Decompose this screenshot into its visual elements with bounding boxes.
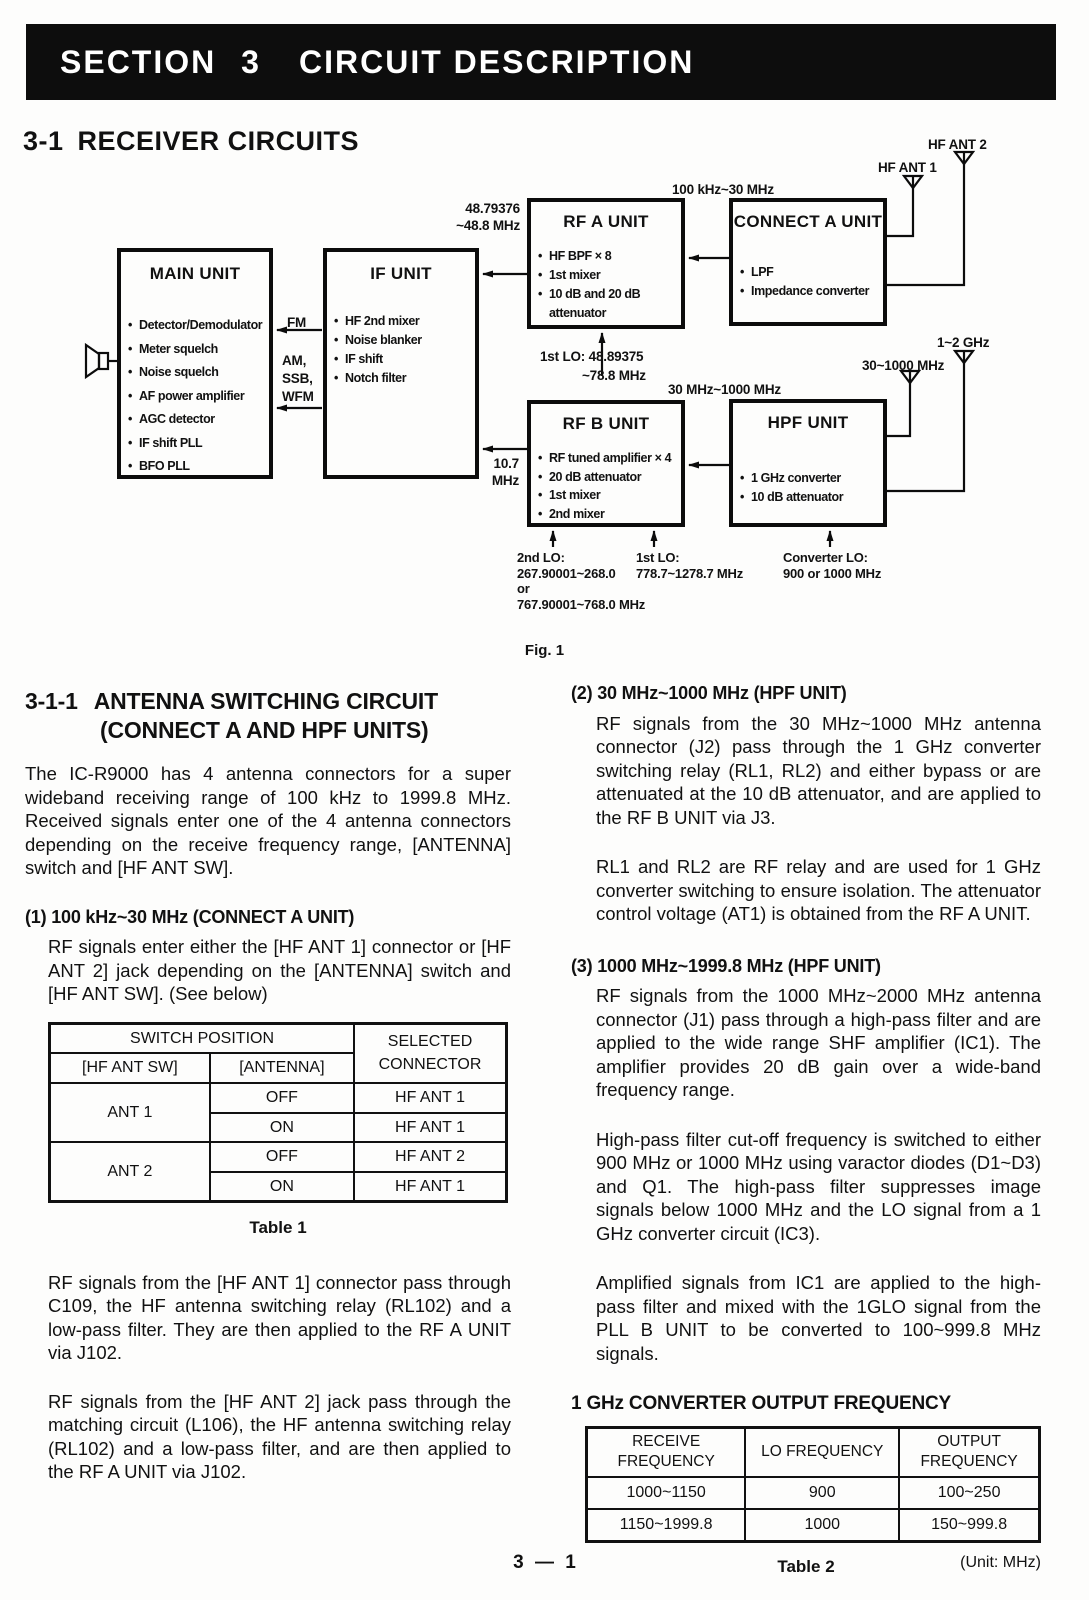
unit-hpf-item: • 10 dB attenuator — [740, 488, 881, 507]
table2-header-receive: RECEIVE FREQUENCY — [587, 1427, 746, 1477]
label-1st-lo: 1st LO: 778.7~1278.7 MHz — [636, 550, 744, 581]
section-3-paragraph-1: RF signals from the 1000 MHz~2000 MHz antenna connector (J1) pass through a high-pass filter and are applied to the wide range SHF amplifier (IC1). The amplifier provides 20 dB gain over a wide-band frequency range. — [596, 985, 1041, 1100]
table2-cell: 1000~1150 — [587, 1477, 746, 1509]
antenna-icon-hf-ant-1 — [904, 176, 922, 188]
left-column — [25, 687, 511, 1484]
unit-rfa-item: • 10 dB and 20 dB attenuator — [538, 285, 679, 323]
section-2-paragraph-2: RL1 and RL2 are RF relay and are used for 1 GHz converter switching to ensure isolation. The attenuator control voltage (AT1) is obtained from the RF A UNIT. — [596, 856, 1041, 924]
unit-rfa-item: • 1st mixer — [538, 266, 679, 285]
unit-main — [117, 248, 273, 479]
section-3-1-1-heading: 3-1-1 ANTENNA SWITCHING CIRCUIT — [25, 688, 438, 714]
unit-rfb — [527, 400, 685, 527]
unit-main-item: • Noise squelch — [128, 361, 267, 385]
unit-if — [323, 248, 479, 479]
unit-main-item: • Meter squelch — [128, 338, 267, 362]
label-hf-ant-2: HF ANT 2 — [928, 137, 987, 152]
section-2-heading: (2) 30 MHz~1000 MHz (HPF UNIT) — [571, 683, 847, 703]
section-3-heading: (3) 1000 MHz~1999.8 MHz (HPF UNIT) — [571, 955, 881, 976]
unit-rfb-title: RF B UNIT — [562, 414, 650, 433]
section-title: CIRCUIT DESCRIPTION — [299, 44, 695, 80]
antenna-icon-1-2ghz — [955, 351, 973, 363]
table1-header-switch-position: SWITCH POSITION — [50, 1023, 355, 1053]
table2-cell: 100~250 — [899, 1477, 1039, 1509]
section-1-paragraph-3: RF signals from the [HF ANT 2] jack pass through the matching circuit (L106), the HF antenna switching relay (RL102) and a low-pass filter, and are then applied to the RF A UNIT via J102. — [48, 1390, 511, 1482]
section-2-paragraph-1: RF signals from the 30 MHz~1000 MHz antenna connector (J2) pass through the 1 GHz converter switching relay (RL1, RL2) and either bypass or are attenuated at the 10 dB attenuator, and are applied to the RF B UNIT via J3. — [596, 712, 1041, 828]
unit-hpf — [729, 399, 887, 527]
section-number: SECTION 3 — [60, 44, 261, 80]
table1-header-hf-ant-sw: [HF ANT SW] — [50, 1053, 210, 1083]
table2-title: 1 GHz CONVERTER OUTPUT FREQUENCY — [571, 1393, 951, 1414]
right-column — [571, 682, 1041, 1579]
label-band-vhf: 30 MHz~1000 MHz — [668, 382, 781, 397]
table2-cell: 150~999.8 — [899, 1509, 1039, 1541]
section-1-paragraph-1: RF signals enter either the [HF ANT 1] connector or [HF ANT 2] jack depending on the [ANTENNA] switch and [HF ANT SW]. (See below) — [48, 936, 511, 1004]
section-header-bar — [26, 24, 1056, 100]
label-if-input-freq: 48.79376 ~48.8 MHz — [456, 201, 520, 233]
page-title-number: 3-1 — [23, 126, 64, 156]
label-rfa-lo: 1st LO: 48.89375 ~78.8 MHz — [540, 349, 646, 383]
unit-main-item: • AGC detector — [128, 408, 267, 432]
unit-if-item: • IF shift — [334, 350, 473, 369]
unit-if-item: • Noise blanker — [334, 331, 473, 350]
table2-caption: Table 2 — [777, 1556, 835, 1576]
unit-hpf-item: • 1 GHz converter — [740, 469, 881, 488]
unit-if-item: • Notch filter — [334, 369, 473, 388]
table1-caption: Table 1 — [249, 1218, 307, 1237]
unit-rfb-item: • 20 dB attenuator — [538, 468, 679, 487]
table-row — [50, 1083, 507, 1113]
section-3-paragraph-2: High-pass filter cut-off frequency is switched to either 900 MHz or 1000 MHz using varactor diodes (D1~D3) and Q1. The high-pass filter suppresses image signals below 1000 MHz and the LO signal from a 1 GHz converter circuit (IC3). — [596, 1128, 1041, 1244]
table1-cell-antenna: ON — [210, 1113, 354, 1143]
unit-connect-a — [729, 198, 887, 326]
table1-header-antenna: [ANTENNA] — [210, 1053, 354, 1083]
unit-connect-a-item: • LPF — [740, 263, 881, 282]
label-ant-1-2ghz: 1~2 GHz — [937, 335, 990, 350]
unit-rfa-title: RF A UNIT — [563, 212, 649, 231]
table2-unit-note: (Unit: MHz) — [960, 1553, 1041, 1571]
unit-main-item: • Detector/Demodulator — [128, 314, 267, 338]
label-am-ssb-wfm: AM, SSB, WFM — [282, 353, 314, 404]
intro-paragraph: The IC-R9000 has 4 antenna connectors for a super wideband receiving range of 100 kHz to 1999.8 MHz. Received signals enter one of the 4 antenna connectors depending on the receive frequency range, [ANTENNA] switch and [HF ANT SW]. — [25, 763, 511, 878]
antenna-icon-hf-ant-2 — [955, 152, 973, 164]
label-fm: FM — [287, 315, 307, 330]
label-converter-lo: Converter LO: 900 or 1000 MHz — [783, 550, 882, 581]
table2-header-lo: LO FREQUENCY — [745, 1427, 899, 1477]
table1-cell-sw: ANT 1 — [50, 1083, 210, 1142]
table-row — [587, 1509, 1040, 1541]
unit-main-item: • IF shift PLL — [128, 432, 267, 456]
section-3-paragraph-3: Amplified signals from IC1 are applied to the high-pass filter and mixed with the 1GLO signal from the PLL B UNIT to be converted to 100~999.8 MHz signals. — [596, 1272, 1041, 1364]
label-hf-ant-1: HF ANT 1 — [878, 160, 937, 175]
wire-ant-30-1000 — [886, 383, 910, 436]
wire-hf-ant-1 — [886, 188, 913, 236]
page-title-text: RECEIVER CIRCUITS — [77, 126, 360, 156]
table1-cell-connector: HF ANT 2 — [354, 1142, 506, 1172]
unit-connect-a-item: • Impedance converter — [740, 282, 881, 301]
unit-if-item: • HF 2nd mixer — [334, 312, 473, 331]
label-if-b-freq: 10.7 MHz — [491, 456, 519, 488]
table2-cell: 900 — [745, 1477, 899, 1509]
unit-main-item: • AF power amplifier — [128, 385, 267, 409]
wire-hf-ant-2 — [886, 164, 964, 285]
table1-cell-antenna: OFF — [210, 1083, 354, 1113]
table-1 — [48, 1022, 508, 1204]
table2-header-output: OUTPUT FREQUENCY — [899, 1427, 1039, 1477]
block-diagram — [0, 120, 1089, 675]
table1-cell-connector: HF ANT 1 — [354, 1083, 506, 1113]
wire-ant-1-2ghz — [886, 363, 964, 491]
table1-header-selected-connector: SELECTED CONNECTOR — [354, 1023, 506, 1083]
speaker-icon — [86, 345, 117, 377]
unit-rfb-item: • 1st mixer — [538, 486, 679, 505]
unit-main-title: MAIN UNIT — [149, 264, 241, 283]
table1-cell-antenna: ON — [210, 1172, 354, 1202]
table2-cell: 1000 — [745, 1509, 899, 1541]
unit-hpf-title: HPF UNIT — [767, 413, 849, 432]
table1-cell-antenna: OFF — [210, 1142, 354, 1172]
table-2 — [585, 1426, 1041, 1543]
table1-cell-connector: HF ANT 1 — [354, 1113, 506, 1143]
table-row — [587, 1477, 1040, 1509]
unit-rfb-item: • RF tuned amplifier × 4 — [538, 449, 679, 468]
page-number: 3 — 1 — [513, 1552, 576, 1573]
label-band-hf: 100 kHz~30 MHz — [672, 182, 774, 197]
section-1-heading: (1) 100 kHz~30 MHz (CONNECT A UNIT) — [25, 906, 355, 927]
section-3-1-1-heading-line2: (CONNECT A AND HPF UNITS) — [100, 717, 429, 743]
unit-if-title: IF UNIT — [370, 264, 432, 283]
label-2nd-lo: 2nd LO: 267.90001~268.0 or 767.90001~768.0 MHz — [517, 550, 646, 612]
section-1-paragraph-2: RF signals from the [HF ANT 1] connector pass through C109, the HF antenna switching relay (RL102) and a low-pass filter. They are then applied to the RF A UNIT via J102. — [48, 1271, 511, 1363]
unit-main-item: • BFO PLL — [128, 455, 267, 479]
unit-rfa-item: • HF BPF × 8 — [538, 247, 679, 266]
unit-rfb-item: • 2nd mixer — [538, 505, 679, 524]
table1-cell-connector: HF ANT 1 — [354, 1172, 506, 1202]
unit-rfa — [527, 198, 685, 329]
table2-cell: 1150~1999.8 — [587, 1509, 746, 1541]
unit-connect-a-title: CONNECT A UNIT — [733, 212, 883, 231]
label-ant-30-1000: 30~1000 MHz — [862, 358, 945, 373]
table-row — [50, 1142, 507, 1172]
table1-cell-sw: ANT 2 — [50, 1142, 210, 1202]
figure-caption: Fig. 1 — [524, 642, 565, 659]
